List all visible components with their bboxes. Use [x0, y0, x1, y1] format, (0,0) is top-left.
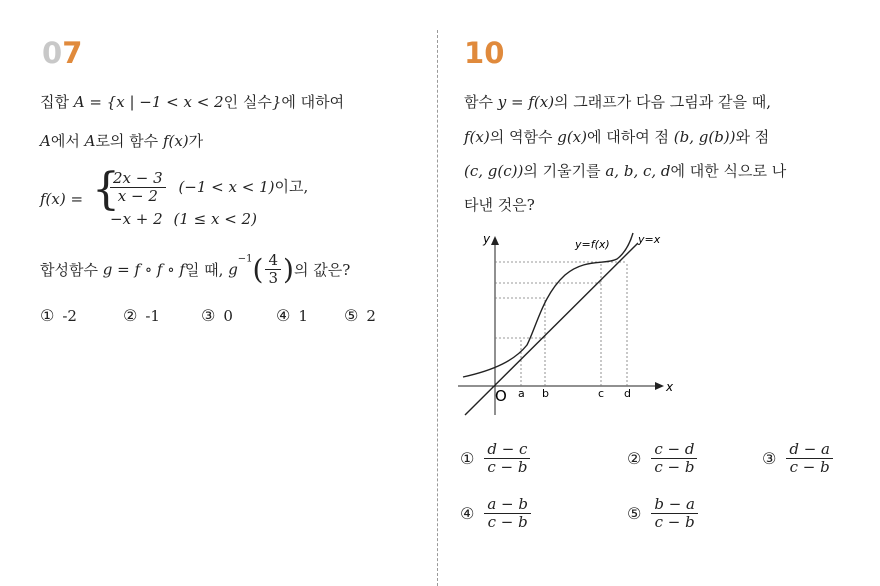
- q07-choice-4[interactable]: [276, 306, 308, 325]
- q07-line-4: 합성함수 g = f ∘ f ∘ f일 때, $g^{-1}$( $\frac{4}{3}$ )의 값은?: [40, 251, 351, 287]
- function-graph: [455, 225, 680, 420]
- y-axis-label: y: [483, 232, 491, 246]
- tick-label-d: d: [624, 387, 631, 400]
- choice-mark: ③: [201, 306, 216, 325]
- choice-fraction: [651, 441, 697, 476]
- choice-numerator: d − a: [786, 441, 833, 459]
- choice-numerator: a − b: [484, 496, 531, 514]
- line-label: y=x: [638, 233, 661, 246]
- four-thirds-fraction: $\frac{4}{3}$: [265, 252, 281, 287]
- choice-mark: ①: [460, 449, 475, 468]
- q10-choice-3[interactable]: [762, 441, 835, 476]
- q10-choice-4[interactable]: [460, 496, 533, 531]
- x-axis-label: x: [666, 380, 674, 394]
- q10-choice-5[interactable]: [627, 496, 700, 531]
- q10-line-2: f(x)의 역함수 g(x)에 대하여 점 (b, g(b))와 점: [464, 128, 770, 146]
- choice-mark: ③: [762, 449, 777, 468]
- choice-mark: ④: [460, 504, 475, 523]
- choice-numerator: b − a: [651, 496, 698, 514]
- q07-choice-5[interactable]: [344, 306, 376, 325]
- q07-choice-1[interactable]: [40, 306, 77, 325]
- choice-denominator: c − b: [487, 458, 528, 476]
- x-axis-arrow: [655, 382, 664, 390]
- curve-label: y=f(x): [575, 238, 610, 251]
- choice-fraction: [484, 441, 530, 476]
- choice-denominator: c − b: [487, 513, 528, 531]
- column-divider: [437, 30, 438, 586]
- choice-text: 2: [366, 307, 376, 325]
- choice-fraction: [484, 496, 531, 531]
- choice-denominator: c − b: [654, 458, 695, 476]
- tick-label-c: c: [598, 387, 605, 400]
- piece-1-fraction: $\frac{2x - 3}{x - 2}$: [110, 170, 166, 205]
- q07-line-2: A에서 A로의 함수 f(x)가: [40, 132, 204, 150]
- choice-text: -1: [145, 307, 160, 325]
- q07-line-1: 집합 A = {x | −1 < x < 2인 실수}에 대하여: [40, 93, 345, 111]
- choice-mark: ④: [276, 306, 291, 325]
- q07-piece-2: −x + 2 (1 ≤ x < 2): [110, 210, 257, 228]
- choice-denominator: c − b: [789, 458, 830, 476]
- choice-mark: ⑤: [344, 306, 359, 325]
- question-number-07: 07: [42, 36, 83, 70]
- question-number-10: 10: [464, 36, 505, 70]
- tick-label-a: a: [518, 387, 525, 400]
- choice-mark: ②: [123, 306, 138, 325]
- guide-lines: [495, 262, 627, 386]
- identity-line: [465, 243, 638, 415]
- choice-denominator: c − b: [654, 513, 695, 531]
- q07-choice-2[interactable]: [123, 306, 160, 325]
- choice-mark: ⑤: [627, 504, 642, 523]
- choice-text: 1: [298, 307, 308, 325]
- y-axis-arrow: [491, 236, 499, 245]
- q07-piece-1: $\frac{2x - 3}{x - 2}$ (−1 < x < 1)이고,: [108, 170, 308, 205]
- tick-label-b: b: [542, 387, 549, 400]
- q10-line-4: 타낸 것은?: [464, 196, 535, 214]
- choice-numerator: d − c: [484, 441, 530, 459]
- choice-text: 0: [223, 307, 233, 325]
- q10-line-1: 함수 y = f(x)의 그래프가 다음 그림과 같을 때,: [464, 93, 772, 111]
- q07-function-lhs: f(x) =: [40, 190, 84, 208]
- function-curve: [463, 233, 633, 377]
- q10-choice-1[interactable]: [460, 441, 532, 476]
- choice-text: -2: [62, 307, 77, 325]
- piecewise-brace: {: [92, 164, 120, 215]
- q10-line-3: (c, g(c))의 기울기를 a, b, c, d에 대한 식으로 나: [464, 162, 787, 180]
- choice-fraction: [786, 441, 833, 476]
- choice-mark: ①: [40, 306, 55, 325]
- origin-label: O: [495, 387, 507, 405]
- choice-mark: ②: [627, 449, 642, 468]
- q10-choice-2[interactable]: [627, 441, 699, 476]
- q07-choice-3[interactable]: [201, 306, 233, 325]
- choice-fraction: [651, 496, 698, 531]
- choice-numerator: c − d: [651, 441, 697, 459]
